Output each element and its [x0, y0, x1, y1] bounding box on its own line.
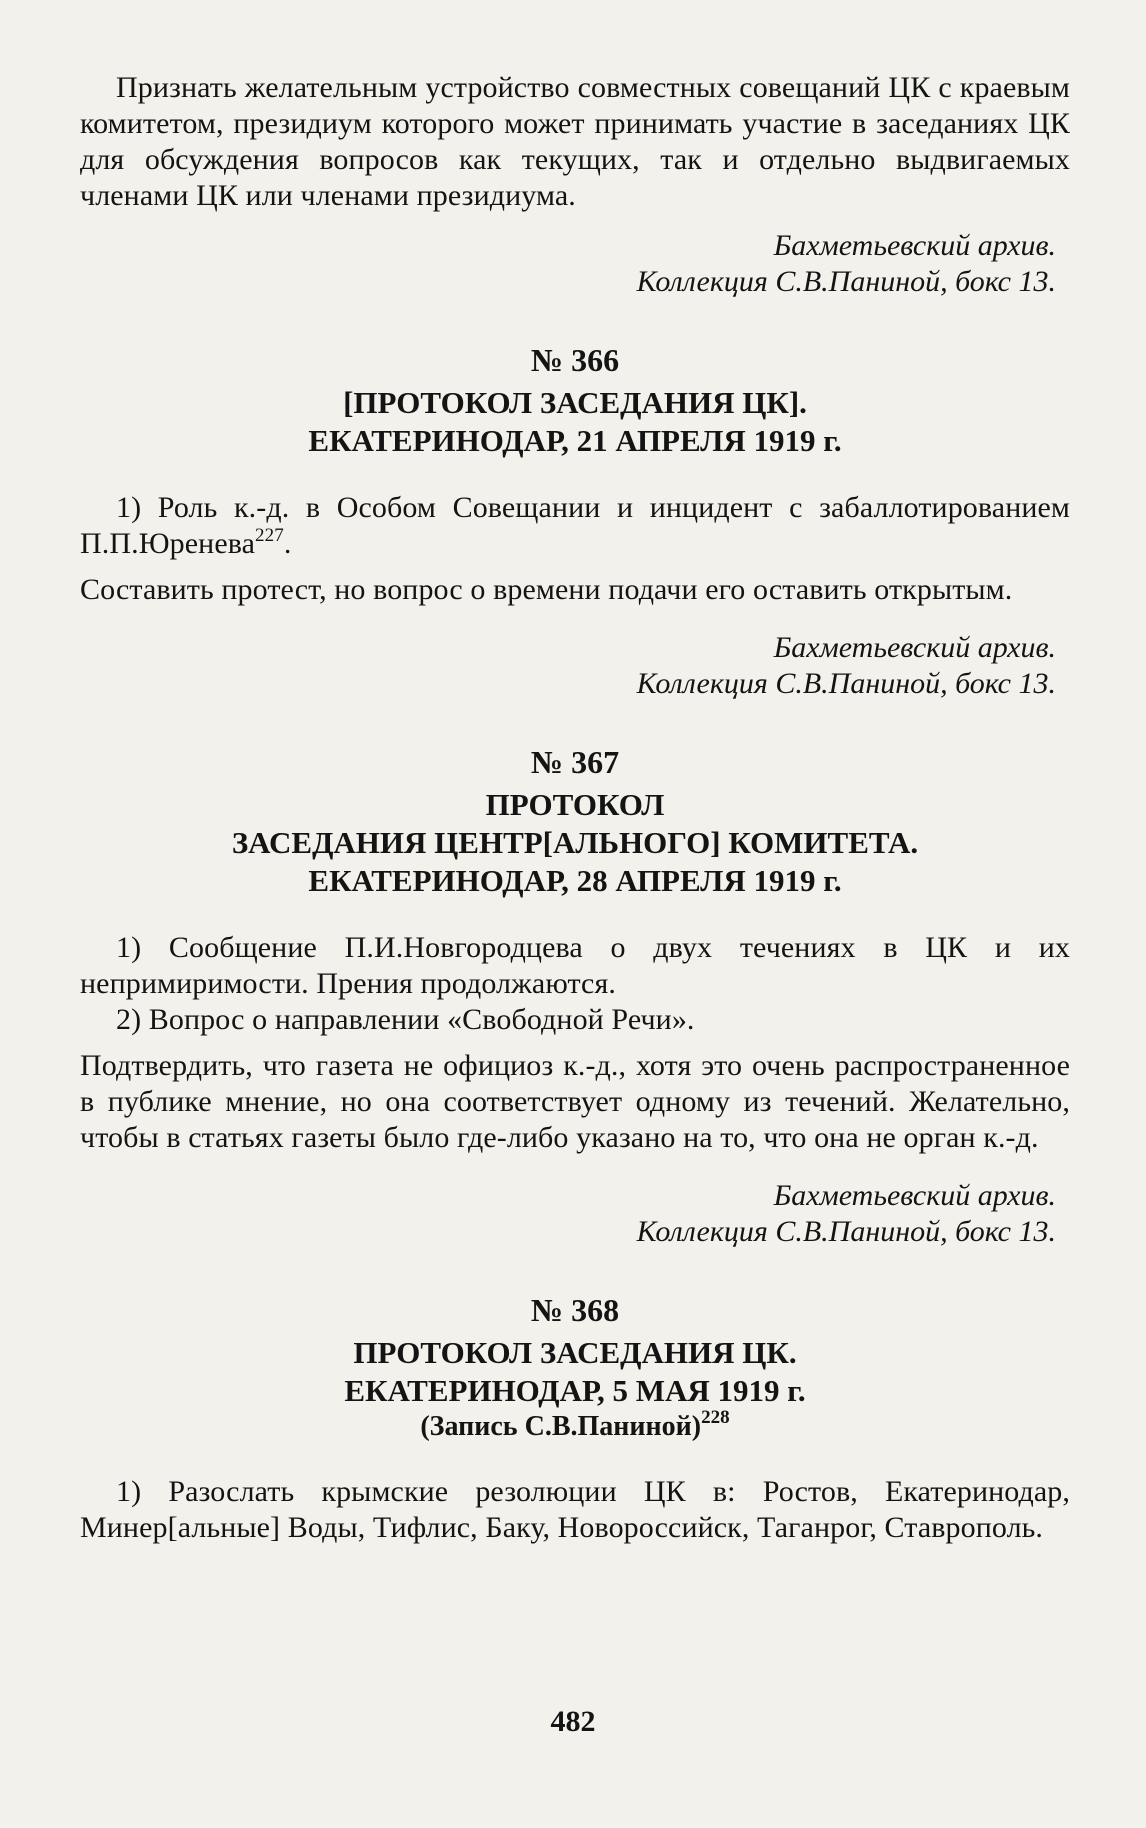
- document-367: [80, 744, 1070, 1250]
- doc-number: № 366: [530, 342, 620, 378]
- agenda-item: [80, 490, 1070, 562]
- agenda-item: 1) Сообщение П.И.Новгородцева о двух течениях в ЦК и их непримиримости. Прения продолжаются.: [80, 931, 1070, 1000]
- document-366: [80, 342, 1070, 702]
- agenda-item: 2) Вопрос о направлении «Свободной Речи».: [116, 1003, 695, 1036]
- doc-number: № 367: [530, 744, 620, 780]
- resolution-text: Составить протест, но вопрос о времени подачи его оставить открытым.: [80, 573, 1013, 606]
- doc-title-line: ПРОТОКОЛ ЗАСЕДАНИЯ ЦК.: [353, 1335, 797, 1370]
- source-collection: Коллекция С.В.Паниной, бокс 13.: [636, 1215, 1056, 1248]
- doc-title-line: [ПРОТОКОЛ ЗАСЕДАНИЯ ЦК].: [343, 385, 807, 420]
- doc-title-line: ЕКАТЕРИНОДАР, 28 АПРЕЛЯ 1919 г.: [308, 863, 842, 898]
- source-archive: Бахметьевский архив.: [773, 631, 1056, 664]
- subtitle-text: (Запись С.В.Паниной): [420, 1411, 702, 1442]
- doc366-source: [80, 630, 1070, 702]
- source-collection: Коллекция С.В.Паниной, бокс 13.: [636, 265, 1056, 298]
- resolution-text: Подтвердить, что газета не официоз к.-д., хотя это очень распространенное в публике мнение, но она соответствует одному из течений. Желательно, чтобы в статьях газеты было где-либо указано на то, что она не орган к.-д.: [80, 1049, 1070, 1154]
- doc-title-line: ЕКАТЕРИНОДАР, 21 АПРЕЛЯ 1919 г.: [308, 423, 842, 458]
- agenda-item-text: 1) Роль к.-д. в Особом Совещании и инцидент с забаллотированием П.П.Юренева: [80, 491, 1070, 560]
- doc367-source: [80, 1178, 1070, 1250]
- doc-subtitle: [80, 1407, 1070, 1444]
- doc-title-line: ЕКАТЕРИНОДАР, 5 МАЯ 1919 г.: [344, 1373, 806, 1408]
- intro-paragraph: Признать желательным устройство совместных совещаний ЦК с краевым комитетом, президиум которого может принимать участие в заседаниях ЦК для обсуждения вопросов как текущих, так и отдельно выдвигаемых членами ЦК или членами президиума.: [80, 71, 1070, 212]
- doc-title-line: ПРОТОКОЛ: [485, 787, 665, 822]
- intro-source: [80, 228, 1070, 300]
- source-collection: Коллекция С.В.Паниной, бокс 13.: [636, 667, 1056, 700]
- document-page: [80, 70, 1070, 1800]
- doc-number: № 368: [530, 1292, 620, 1328]
- agenda-item-end: .: [283, 527, 292, 560]
- agenda-item: 1) Разослать крымские резолюции ЦК в: Ростов, Екатеринодар, Минер[альные] Воды, Тифлис, Баку, Новороссийск, Таганрог, Ставрополь.: [80, 1475, 1070, 1544]
- page-number: 482: [550, 1705, 596, 1738]
- source-archive: Бахметьевский архив.: [773, 229, 1056, 262]
- footnote-ref: 228: [701, 1407, 730, 1428]
- source-archive: Бахметьевский архив.: [773, 1179, 1056, 1212]
- document-368: [80, 1292, 1070, 1546]
- footnote-ref: 227: [255, 525, 284, 546]
- doc-title-line: ЗАСЕДАНИЯ ЦЕНТР[АЛЬНОГО] КОМИТЕТА.: [231, 825, 919, 860]
